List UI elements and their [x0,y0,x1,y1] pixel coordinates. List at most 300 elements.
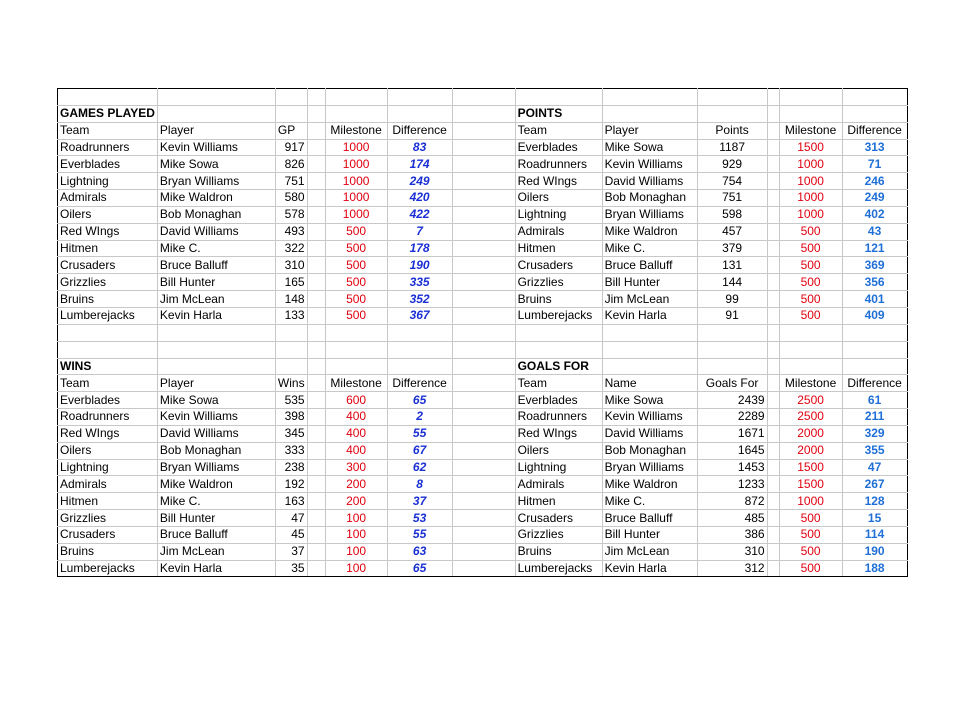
empty-cell[interactable] [307,156,325,173]
empty-cell[interactable] [58,89,158,106]
team-cell[interactable]: Lightning [58,459,158,476]
empty-cell[interactable] [767,476,779,493]
section-title[interactable]: GOALS FOR [515,358,602,375]
player-cell[interactable]: Mike Waldron [602,223,697,240]
difference-cell[interactable]: 313 [842,139,907,156]
empty-cell[interactable] [307,375,325,392]
empty-cell[interactable] [452,190,515,207]
difference-cell[interactable]: 402 [842,206,907,223]
empty-cell[interactable] [452,409,515,426]
team-cell[interactable]: Grizzlies [58,274,158,291]
column-header-difference[interactable]: Difference [842,122,907,139]
player-cell[interactable]: Bob Monaghan [157,206,275,223]
difference-cell[interactable]: 211 [842,409,907,426]
milestone-cell[interactable]: 2500 [779,392,842,409]
team-cell[interactable]: Hitmen [58,240,158,257]
player-cell[interactable]: Kevin Williams [602,156,697,173]
empty-cell[interactable] [58,324,158,341]
difference-cell[interactable]: 401 [842,291,907,308]
empty-cell[interactable] [307,358,325,375]
empty-cell[interactable] [307,476,325,493]
milestone-cell[interactable]: 1000 [325,156,387,173]
milestone-cell[interactable]: 1000 [779,493,842,510]
milestone-cell[interactable]: 100 [325,510,387,527]
empty-cell[interactable] [157,324,275,341]
player-cell[interactable]: Bruce Balluff [157,526,275,543]
stat-cell[interactable]: 535 [275,392,307,409]
empty-cell[interactable] [452,240,515,257]
empty-cell[interactable] [767,274,779,291]
empty-cell[interactable] [767,358,779,375]
stat-cell[interactable]: 485 [697,510,767,527]
empty-cell[interactable] [767,324,779,341]
team-cell[interactable]: Red WIngs [58,223,158,240]
column-header-team[interactable]: Team [515,375,602,392]
empty-cell[interactable] [767,122,779,139]
difference-cell[interactable]: 174 [387,156,452,173]
empty-cell[interactable] [387,324,452,341]
milestone-cell[interactable]: 1500 [779,139,842,156]
milestone-cell[interactable]: 100 [325,560,387,577]
difference-cell[interactable]: 355 [842,442,907,459]
empty-cell[interactable] [307,493,325,510]
team-cell[interactable]: Lightning [515,206,602,223]
empty-cell[interactable] [767,257,779,274]
empty-cell[interactable] [697,105,767,122]
team-cell[interactable]: Admirals [515,223,602,240]
empty-cell[interactable] [767,240,779,257]
empty-cell[interactable] [767,510,779,527]
player-cell[interactable]: Mike C. [602,240,697,257]
difference-cell[interactable]: 367 [387,307,452,324]
empty-cell[interactable] [452,105,515,122]
milestone-cell[interactable]: 100 [325,526,387,543]
empty-cell[interactable] [275,89,307,106]
team-cell[interactable]: Everblades [58,392,158,409]
milestone-cell[interactable]: 500 [325,240,387,257]
empty-cell[interactable] [452,358,515,375]
empty-cell[interactable] [325,89,387,106]
team-cell[interactable]: Lightning [515,459,602,476]
empty-cell[interactable] [307,425,325,442]
player-cell[interactable]: Mike Sowa [157,156,275,173]
empty-cell[interactable] [452,459,515,476]
column-header-stat[interactable]: Goals For [697,375,767,392]
team-cell[interactable]: Roadrunners [515,156,602,173]
player-cell[interactable]: Mike C. [157,493,275,510]
empty-cell[interactable] [157,358,275,375]
stat-cell[interactable]: 2439 [697,392,767,409]
stat-cell[interactable]: 131 [697,257,767,274]
team-cell[interactable]: Red WIngs [515,173,602,190]
player-cell[interactable]: Bob Monaghan [602,442,697,459]
column-header-stat[interactable]: GP [275,122,307,139]
empty-cell[interactable] [842,324,907,341]
team-cell[interactable]: Admirals [58,476,158,493]
difference-cell[interactable]: 409 [842,307,907,324]
stat-cell[interactable]: 144 [697,274,767,291]
column-header-player[interactable]: Name [602,375,697,392]
difference-cell[interactable]: 53 [387,510,452,527]
player-cell[interactable]: David Williams [602,425,697,442]
milestone-cell[interactable]: 500 [779,291,842,308]
empty-cell[interactable] [307,105,325,122]
player-cell[interactable]: Kevin Harla [602,560,697,577]
difference-cell[interactable]: 335 [387,274,452,291]
empty-cell[interactable] [697,324,767,341]
empty-cell[interactable] [325,324,387,341]
player-cell[interactable]: Kevin Harla [602,307,697,324]
empty-cell[interactable] [307,122,325,139]
stat-cell[interactable]: 751 [275,173,307,190]
stat-cell[interactable]: 322 [275,240,307,257]
difference-cell[interactable]: 47 [842,459,907,476]
player-cell[interactable]: Bill Hunter [157,510,275,527]
column-header-difference[interactable]: Difference [387,122,452,139]
empty-cell[interactable] [767,206,779,223]
empty-cell[interactable] [387,358,452,375]
player-cell[interactable]: Bruce Balluff [157,257,275,274]
difference-cell[interactable]: 422 [387,206,452,223]
team-cell[interactable]: Crusaders [515,510,602,527]
milestone-cell[interactable]: 1000 [325,190,387,207]
stat-cell[interactable]: 310 [275,257,307,274]
stat-cell[interactable]: 398 [275,409,307,426]
empty-cell[interactable] [452,392,515,409]
empty-cell[interactable] [697,89,767,106]
difference-cell[interactable]: 71 [842,156,907,173]
milestone-cell[interactable]: 1000 [325,173,387,190]
stat-cell[interactable]: 91 [697,307,767,324]
empty-cell[interactable] [452,139,515,156]
empty-cell[interactable] [275,358,307,375]
stat-cell[interactable]: 872 [697,493,767,510]
empty-cell[interactable] [307,459,325,476]
column-header-milestone[interactable]: Milestone [325,375,387,392]
stat-cell[interactable]: 99 [697,291,767,308]
stat-cell[interactable]: 379 [697,240,767,257]
empty-cell[interactable] [307,257,325,274]
team-cell[interactable]: Everblades [515,392,602,409]
column-header-stat[interactable]: Wins [275,375,307,392]
milestone-cell[interactable]: 2000 [779,442,842,459]
empty-cell[interactable] [307,173,325,190]
empty-cell[interactable] [307,240,325,257]
player-cell[interactable]: Mike Waldron [157,190,275,207]
milestone-cell[interactable]: 1500 [779,476,842,493]
empty-cell[interactable] [275,105,307,122]
difference-cell[interactable]: 121 [842,240,907,257]
difference-cell[interactable]: 188 [842,560,907,577]
team-cell[interactable]: Crusaders [515,257,602,274]
player-cell[interactable]: Kevin Harla [157,560,275,577]
milestone-cell[interactable]: 500 [325,291,387,308]
section-title[interactable]: POINTS [515,105,602,122]
stat-cell[interactable]: 238 [275,459,307,476]
player-cell[interactable]: Mike Sowa [157,392,275,409]
difference-cell[interactable]: 2 [387,409,452,426]
stat-cell[interactable]: 917 [275,139,307,156]
empty-cell[interactable] [767,392,779,409]
stat-cell[interactable]: 148 [275,291,307,308]
stat-cell[interactable]: 310 [697,543,767,560]
difference-cell[interactable]: 178 [387,240,452,257]
milestone-cell[interactable]: 500 [325,257,387,274]
empty-cell[interactable] [767,291,779,308]
team-cell[interactable]: Oilers [515,190,602,207]
player-cell[interactable]: Jim McLean [157,291,275,308]
empty-cell[interactable] [307,560,325,577]
stat-cell[interactable]: 1645 [697,442,767,459]
difference-cell[interactable]: 83 [387,139,452,156]
empty-cell[interactable] [307,206,325,223]
empty-cell[interactable] [767,139,779,156]
empty-cell[interactable] [452,526,515,543]
difference-cell[interactable]: 356 [842,274,907,291]
player-cell[interactable]: Bill Hunter [602,274,697,291]
empty-cell[interactable] [58,341,158,358]
milestone-cell[interactable]: 500 [779,510,842,527]
empty-cell[interactable] [602,105,697,122]
column-header-player[interactable]: Player [157,375,275,392]
empty-cell[interactable] [767,543,779,560]
difference-cell[interactable]: 67 [387,442,452,459]
empty-cell[interactable] [697,358,767,375]
stat-cell[interactable]: 1671 [697,425,767,442]
empty-cell[interactable] [452,173,515,190]
empty-cell[interactable] [452,122,515,139]
team-cell[interactable]: Bruins [515,291,602,308]
team-cell[interactable]: Grizzlies [58,510,158,527]
empty-cell[interactable] [307,392,325,409]
milestone-cell[interactable]: 500 [779,257,842,274]
empty-cell[interactable] [767,425,779,442]
empty-cell[interactable] [767,105,779,122]
milestone-cell[interactable]: 500 [779,307,842,324]
empty-cell[interactable] [602,341,697,358]
difference-cell[interactable]: 352 [387,291,452,308]
team-cell[interactable]: Red WIngs [58,425,158,442]
milestone-cell[interactable]: 500 [779,543,842,560]
empty-cell[interactable] [767,341,779,358]
empty-cell[interactable] [767,526,779,543]
empty-cell[interactable] [767,173,779,190]
empty-cell[interactable] [307,291,325,308]
empty-cell[interactable] [325,341,387,358]
empty-cell[interactable] [767,223,779,240]
empty-cell[interactable] [452,493,515,510]
player-cell[interactable]: Bill Hunter [157,274,275,291]
player-cell[interactable]: Mike Waldron [157,476,275,493]
team-cell[interactable]: Everblades [515,139,602,156]
section-title[interactable]: GAMES PLAYED [58,105,158,122]
difference-cell[interactable]: 65 [387,392,452,409]
milestone-cell[interactable]: 400 [325,409,387,426]
empty-cell[interactable] [452,206,515,223]
team-cell[interactable]: Lumberejacks [515,560,602,577]
difference-cell[interactable]: 65 [387,560,452,577]
empty-cell[interactable] [387,105,452,122]
empty-cell[interactable] [842,358,907,375]
team-cell[interactable]: Bruins [515,543,602,560]
empty-cell[interactable] [307,341,325,358]
team-cell[interactable]: Bruins [58,291,158,308]
milestone-cell[interactable]: 100 [325,543,387,560]
stat-cell[interactable]: 45 [275,526,307,543]
empty-cell[interactable] [452,257,515,274]
player-cell[interactable]: Mike Sowa [602,392,697,409]
column-header-milestone[interactable]: Milestone [325,122,387,139]
difference-cell[interactable]: 190 [387,257,452,274]
player-cell[interactable]: David Williams [157,223,275,240]
column-header-player[interactable]: Player [602,122,697,139]
player-cell[interactable]: Jim McLean [602,543,697,560]
team-cell[interactable]: Bruins [58,543,158,560]
player-cell[interactable]: David Williams [157,425,275,442]
stat-cell[interactable]: 37 [275,543,307,560]
stat-cell[interactable]: 457 [697,223,767,240]
player-cell[interactable]: Bryan Williams [157,173,275,190]
milestone-cell[interactable]: 1000 [779,206,842,223]
difference-cell[interactable]: 63 [387,543,452,560]
difference-cell[interactable]: 55 [387,526,452,543]
empty-cell[interactable] [452,510,515,527]
stat-cell[interactable]: 826 [275,156,307,173]
milestone-cell[interactable]: 1000 [779,173,842,190]
column-header-milestone[interactable]: Milestone [779,122,842,139]
player-cell[interactable]: Kevin Williams [157,409,275,426]
team-cell[interactable]: Lightning [58,173,158,190]
team-cell[interactable]: Hitmen [58,493,158,510]
milestone-cell[interactable]: 600 [325,392,387,409]
empty-cell[interactable] [767,493,779,510]
team-cell[interactable]: Oilers [58,442,158,459]
column-header-team[interactable]: Team [58,122,158,139]
team-cell[interactable]: Lumberejacks [58,307,158,324]
empty-cell[interactable] [387,89,452,106]
milestone-cell[interactable]: 500 [325,307,387,324]
team-cell[interactable]: Oilers [58,206,158,223]
empty-cell[interactable] [307,307,325,324]
milestone-cell[interactable]: 2000 [779,425,842,442]
stat-cell[interactable]: 598 [697,206,767,223]
milestone-cell[interactable]: 1000 [325,206,387,223]
milestone-cell[interactable]: 1000 [779,190,842,207]
player-cell[interactable]: Bryan Williams [602,459,697,476]
difference-cell[interactable]: 128 [842,493,907,510]
milestone-cell[interactable]: 1000 [779,156,842,173]
milestone-cell[interactable]: 200 [325,476,387,493]
stat-cell[interactable]: 345 [275,425,307,442]
empty-cell[interactable] [307,89,325,106]
empty-cell[interactable] [452,223,515,240]
empty-cell[interactable] [602,358,697,375]
empty-cell[interactable] [452,560,515,577]
empty-cell[interactable] [452,324,515,341]
milestone-cell[interactable]: 500 [779,560,842,577]
player-cell[interactable]: Bill Hunter [602,526,697,543]
difference-cell[interactable]: 249 [842,190,907,207]
stat-cell[interactable]: 1187 [697,139,767,156]
empty-cell[interactable] [767,459,779,476]
milestone-cell[interactable]: 400 [325,425,387,442]
empty-cell[interactable] [842,105,907,122]
difference-cell[interactable]: 55 [387,425,452,442]
empty-cell[interactable] [157,341,275,358]
difference-cell[interactable]: 249 [387,173,452,190]
difference-cell[interactable]: 369 [842,257,907,274]
empty-cell[interactable] [602,89,697,106]
milestone-cell[interactable]: 500 [779,240,842,257]
column-header-stat[interactable]: Points [697,122,767,139]
empty-cell[interactable] [779,324,842,341]
empty-cell[interactable] [767,89,779,106]
empty-cell[interactable] [452,543,515,560]
stat-cell[interactable]: 1453 [697,459,767,476]
empty-cell[interactable] [307,190,325,207]
empty-cell[interactable] [602,324,697,341]
difference-cell[interactable]: 62 [387,459,452,476]
empty-cell[interactable] [452,156,515,173]
empty-cell[interactable] [452,442,515,459]
empty-cell[interactable] [452,89,515,106]
stat-cell[interactable]: 929 [697,156,767,173]
milestone-cell[interactable]: 500 [779,223,842,240]
team-cell[interactable]: Hitmen [515,240,602,257]
column-header-player[interactable]: Player [157,122,275,139]
player-cell[interactable]: Mike C. [602,493,697,510]
empty-cell[interactable] [697,341,767,358]
empty-cell[interactable] [779,105,842,122]
player-cell[interactable]: Bryan Williams [157,459,275,476]
player-cell[interactable]: David Williams [602,173,697,190]
empty-cell[interactable] [515,89,602,106]
player-cell[interactable]: Kevin Williams [602,409,697,426]
team-cell[interactable]: Grizzlies [515,526,602,543]
difference-cell[interactable]: 246 [842,173,907,190]
empty-cell[interactable] [767,307,779,324]
team-cell[interactable]: Roadrunners [515,409,602,426]
empty-cell[interactable] [307,442,325,459]
milestone-cell[interactable]: 500 [779,526,842,543]
team-cell[interactable]: Crusaders [58,526,158,543]
team-cell[interactable]: Everblades [58,156,158,173]
empty-cell[interactable] [767,375,779,392]
difference-cell[interactable]: 267 [842,476,907,493]
empty-cell[interactable] [307,543,325,560]
empty-cell[interactable] [325,358,387,375]
column-header-team[interactable]: Team [515,122,602,139]
empty-cell[interactable] [767,442,779,459]
milestone-cell[interactable]: 1000 [325,139,387,156]
milestone-cell[interactable]: 400 [325,442,387,459]
difference-cell[interactable]: 37 [387,493,452,510]
empty-cell[interactable] [452,425,515,442]
milestone-cell[interactable]: 2500 [779,409,842,426]
empty-cell[interactable] [767,409,779,426]
empty-cell[interactable] [842,341,907,358]
player-cell[interactable]: Mike Sowa [602,139,697,156]
player-cell[interactable]: Kevin Williams [157,139,275,156]
stat-cell[interactable]: 312 [697,560,767,577]
team-cell[interactable]: Roadrunners [58,409,158,426]
milestone-cell[interactable]: 500 [779,274,842,291]
empty-cell[interactable] [452,375,515,392]
empty-cell[interactable] [275,324,307,341]
empty-cell[interactable] [767,190,779,207]
difference-cell[interactable]: 114 [842,526,907,543]
stat-cell[interactable]: 580 [275,190,307,207]
